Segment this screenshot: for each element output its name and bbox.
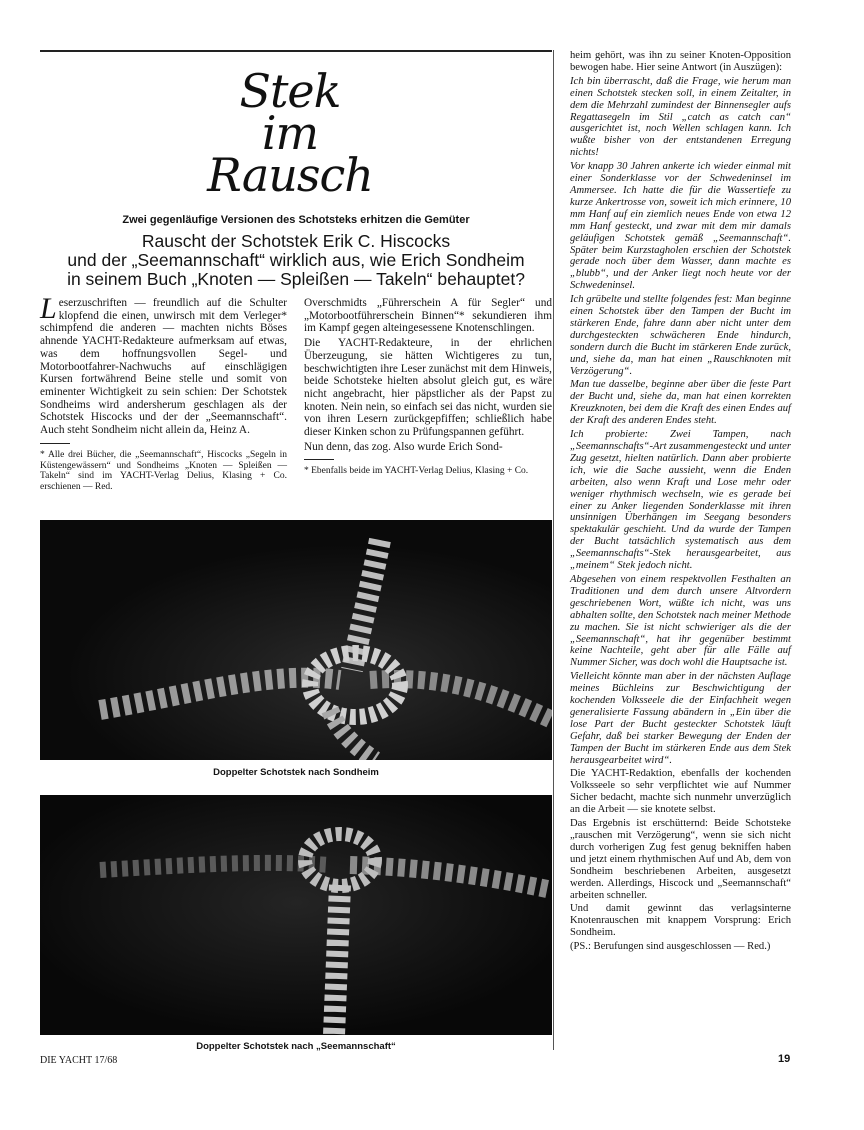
letter-paragraph-6: Abgesehen von einem respektvollen Festhalten an Traditionen und dem durch unsere Altvordern geschriebenen Wort, wüßte ich nicht, was uns abhalten sollte, den Schotstek nach meiner Methode zu machen. Sie ist nicht schwieriger als die der „Seemannschaft“, hat ihr gegenüber bestimmt keine Nachteile, geht aber für alle Fälle auf Nummer Sicher, was doch wohl die Hauptsache ist. [570, 573, 791, 669]
col1-paragraph [40, 292, 287, 437]
footnote-rule [40, 443, 70, 444]
closing-paragraph-1: Die YACHT-Redaktion, ebenfalls der kochenden Volksseele so sehr verpflichtet wie auf Nummer Sicher bedacht, machte sich nunmehr unverzüglich an die Arbeit — sie knotete selbst. [570, 768, 791, 816]
drop-cap: L [40, 292, 57, 325]
footer-magazine: DIE YACHT 17/68 [40, 1055, 118, 1066]
photo2-caption: Doppelter Schotstek nach „Seemannschaft“ [196, 1041, 396, 1052]
col2-footnote: * Ebenfalls beide im YACHT-Verlag Delius, Klasing + Co. [304, 466, 529, 477]
photo1-caption: Doppelter Schotstek nach Sondheim [213, 767, 379, 778]
photo-knot-seemannschaft [40, 795, 552, 1035]
letter-paragraph-3: Ich grübelte und stellte folgendes fest: Man beginne einen Schotstek über den Tampen der Bucht im stärkeren Ende, fahre dann aber nicht unter dem durchgesteckten schwächeren Ende hindurch, sondern durch die Bucht im stärkeren Ende zurück, und, siehe da, man hat einen „Rauschknoten mit Verzögerung“. [570, 294, 791, 377]
title-line-2: im [261, 106, 319, 160]
letter-paragraph-5: Ich probierte: Zwei Tampen, nach „Seemannschafts“-Art zusammengesteckt und unter Zug gesetzt, hielten natürlich. Dann aber probierte ich, wie die Sache aussieht, wenn die Enden arbeiten, also wenn Kraft und Lose mehr oder weniger rhythmisch wechseln, wie es gerade bei einer zu Anker liegenden Sonderklasse mit ihren unsinnigen Überhängen im Seegang besonders spektakulär geschieht. Und da wurde der Tampen der Bucht tatsächlich systematisch aus dem „Seemannschafts“-Stek herausgearbeitet, aus „meinem“ Stek jedoch nicht. [570, 429, 791, 572]
rope-knot-icon [40, 795, 552, 1035]
photo-knot-sondheim [40, 520, 552, 760]
col2-paragraph-1: Overschmidts „Führerschein A für Segler“ und „Motorbootführerschein Binnen“* sekundieren ihm im Kampf gegen alteingesessene Knotenschlingen. [304, 297, 552, 335]
article-deck [40, 232, 552, 289]
col3-intro: heim gehört, was ihn zu seiner Knoten-Opposition bewogen habe. Hier seine Antwort (in Auszügen): [570, 50, 791, 73]
page-number: 19 [778, 1053, 791, 1065]
title-line-1: Stek [239, 64, 341, 118]
article-title [205, 64, 375, 202]
col1-footnote: * Alle drei Bücher, die „Seemannschaft“, Hiscocks „Segeln in Küstengewässern“ und Sondheims „Knoten — Spleißen — Takeln“ sind im YACHT-Verlag Delius, Klasing + Co. erschienen — Red. [40, 449, 287, 493]
letter-paragraph-1: Ich bin überrascht, daß die Frage, wie herum man einen Schotstek stecken soll, in einem Zeitalter, in dem die Mehrzahl zumindest der Binnensegler aufs Regattasegeln im Stil „catch as catch can“ ausgerichtet ist, noch Wellen schlagen kann. Ich wußte bisher von der entstandenen Erregung nichts! [570, 75, 791, 159]
deck-line-2: und der „Seemannschaft“ wirklich aus, wie Erich Sondheim [67, 250, 525, 270]
footnote-rule [304, 459, 334, 460]
closing-paragraph-4: (PS.: Berufungen sind ausgeschlossen — Red.) [570, 941, 771, 953]
column-rule [553, 50, 554, 1050]
col2-paragraph-3: Nun denn, das zog. Also wurde Erich Sond- [304, 440, 503, 453]
title-line-3: Rausch [207, 148, 373, 202]
col1-text: eserzuschriften — freundlich auf die Schulter klopfend die einen, unwirsch mit dem Verleger* schimpfend die anderen — machten nichts Böses ahnende YACHT-Redakteure aufmerksam auf etwas, was dem hoffnungsvollen Segel- und Motorbootfahrer-Nachwuchs auf einschlägigen Kursen fortwährend Beine stelle und somit von eminenter Wichtigkeit zu sein schien: Der Schotstek Sondheims wird andersherum geschlagen als der Schotstek Hiscocks und der der „Seemannschaft“. Auch steht Sondheim nicht allein da, Heinz A. [40, 297, 287, 437]
column-1 [40, 292, 287, 493]
column-3 [570, 50, 791, 955]
article-subhead: Zwei gegenläufige Versionen des Schotsteks erhitzen die Gemüter [122, 214, 470, 226]
deck-line-3: in seinem Buch „Knoten — Spleißen — Takeln“ behauptet? [67, 269, 525, 289]
deck-line-1: Rauscht der Schotstek Erik C. Hiscocks [141, 231, 451, 251]
col2-paragraph-2: Die YACHT-Redakteure, in der ehrlichen Überzeugung, sie hätten Wichtigeres zu tun, beschwichtigten ihre Leser zunächst mit dem Hinweis, beide Schotsteke hielten absolut gleich gut, es wäre nicht angebracht, hier päpstlicher als der Papst zu knoten. Nein nein, so einfach sei das nicht, wurden sie von ihren Lesern zurückgepfiffen; schließlich habe dieser Kinken schon zu Prüfungspannen geführt. [304, 337, 552, 439]
letter-paragraph-4: Man tue dasselbe, beginne aber über die feste Part der Bucht und, siehe da, man hat einen korrekten Kreuzknoten, bei dem die Kraft des einen Endes auf der Kraft des anderen Endes steht. [570, 379, 791, 427]
rope-knot-icon [40, 520, 552, 760]
letter-paragraph-7: Vielleicht könnte man aber in der nächsten Auflage meines Büchleins zur Beschwichtigung der kochenden Volksseele die der Einfachheit wegen generalisierte Fassung abändern in „Ein über die lose Part der Bucht gesteckter Schotstek läuft Gefahr, daß bei starker Bewegung der Enden der Tampen der Bucht im stärkeren Ende aus dem Stek herausgearbeitet wird“. [570, 671, 791, 766]
column-2 [304, 297, 552, 477]
top-rule [40, 50, 552, 52]
letter-paragraph-2: Vor knapp 30 Jahren ankerte ich wieder einmal mit einer Sonderklasse vor der Schwedeninsel im Ammersee. Ich hatte die für die Wassertiefe zu kurze Ankertrosse von, soweit ich mich erinnere, 10 mm Hanf auf ein ziemlich neues Ende von etwa 12 mm Hanf gesteckt, und zwar mit dem mir damals geläufigen Schotstek gemäß „Seemannschaft“. Später beim Kurzstagholen erschien der Schotstek gerade noch über dem Wasser, dann machte es „blubb“, und der Anker liegt noch heute vor der Schwedeninsel. [570, 161, 791, 292]
closing-paragraph-3: Und damit gewinnt das verlagsinterne Knotenrauschen mit knappem Vorsprung: Erich Sondheim. [570, 903, 791, 939]
closing-paragraph-2: Das Ergebnis ist erschütternd: Beide Schotsteke „rauschen mit Verzögerung“, wenn sie sich nicht durch vorherigen Zug fest genug bekniffen haben und jetzt einem rhythmischen Auf und Ab, dem von Sondheim beschriebenen Arbeiten, ausgesetzt werden. Allerdings, Hiscock und „Seemannschaft“ arbeiten schneller. [570, 818, 791, 901]
sondheim-letter [570, 76, 791, 767]
